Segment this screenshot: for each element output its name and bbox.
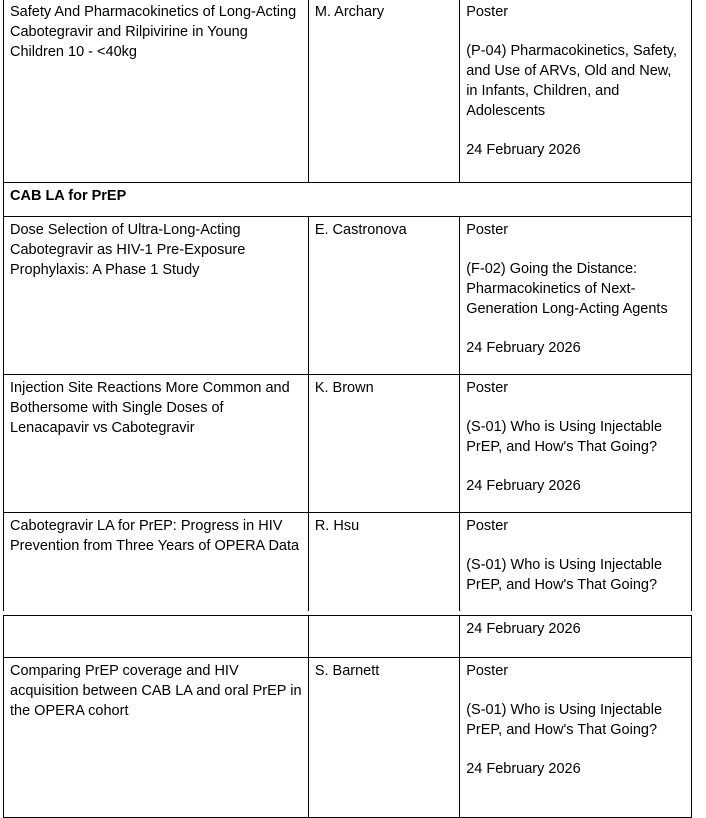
presentation-details xyxy=(460,513,692,611)
presentation-details xyxy=(460,375,692,513)
presenter-name: R. Hsu xyxy=(308,513,459,611)
table-row xyxy=(4,217,692,375)
presenter-name: S. Barnett xyxy=(308,658,459,818)
table-row xyxy=(4,375,692,513)
abstract-title: Cabotegravir LA for PrEP: Progress in HIV Prevention from Three Years of OPERA Data xyxy=(4,513,309,611)
presenter-name-continued xyxy=(308,616,459,658)
presentation-type: Poster xyxy=(466,663,509,679)
presentation-date: 24 February 2026 xyxy=(460,616,692,658)
presenter-name: K. Brown xyxy=(308,375,459,513)
session-name: (F-02) Going the Distance: Pharmacokinetics of Next-Generation Long-Acting Agents xyxy=(466,261,668,317)
presentation-date: 24 February 2026 xyxy=(466,340,581,356)
abstract-title: Injection Site Reactions More Common and Bothersome with Single Doses of Lenacapavir vs Cabotegravir xyxy=(4,375,309,513)
abstract-title: Dose Selection of Ultra-Long-Acting Cabotegravir as HIV-1 Pre-Exposure Prophylaxis: A Phase 1 Study xyxy=(4,217,309,375)
sessions-table-lower xyxy=(3,615,692,818)
presentation-type: Poster xyxy=(466,222,509,238)
presentation-details xyxy=(460,0,692,183)
presentation-date: 24 February 2026 xyxy=(466,478,581,494)
section-heading: CAB LA for PrEP xyxy=(4,183,692,217)
abstract-title-continued xyxy=(4,616,309,658)
session-name: (S-01) Who is Using Injectable PrEP, and How's That Going? xyxy=(466,702,663,738)
presentation-date: 24 February 2026 xyxy=(466,142,581,158)
session-name: (P-04) Pharmacokinetics, Safety, and Use of ARVs, Old and New, in Infants, Children, and Adolescents xyxy=(466,43,678,119)
presenter-name: E. Castronova xyxy=(308,217,459,375)
presenter-name: M. Archary xyxy=(308,0,459,183)
table-row xyxy=(4,0,692,183)
sessions-table-upper xyxy=(3,0,692,611)
abstract-title: Safety And Pharmacokinetics of Long-Acting Cabotegravir and Rilpivirine in Young Children 10 - <40kg xyxy=(4,0,309,183)
table-row-continued xyxy=(4,616,692,658)
section-header-row xyxy=(4,183,692,217)
presentation-type: Poster xyxy=(466,380,509,396)
presentation-details xyxy=(460,217,692,375)
table-row xyxy=(4,513,692,611)
session-name: (S-01) Who is Using Injectable PrEP, and How's That Going? xyxy=(466,419,663,455)
presentation-date: 24 February 2026 xyxy=(466,761,581,777)
presentation-type: Poster xyxy=(466,4,509,20)
session-name: (S-01) Who is Using Injectable PrEP, and How's That Going? xyxy=(466,557,663,593)
abstract-title: Comparing PrEP coverage and HIV acquisition between CAB LA and oral PrEP in the OPERA cohort xyxy=(4,658,309,818)
presentation-type: Poster xyxy=(466,518,509,534)
